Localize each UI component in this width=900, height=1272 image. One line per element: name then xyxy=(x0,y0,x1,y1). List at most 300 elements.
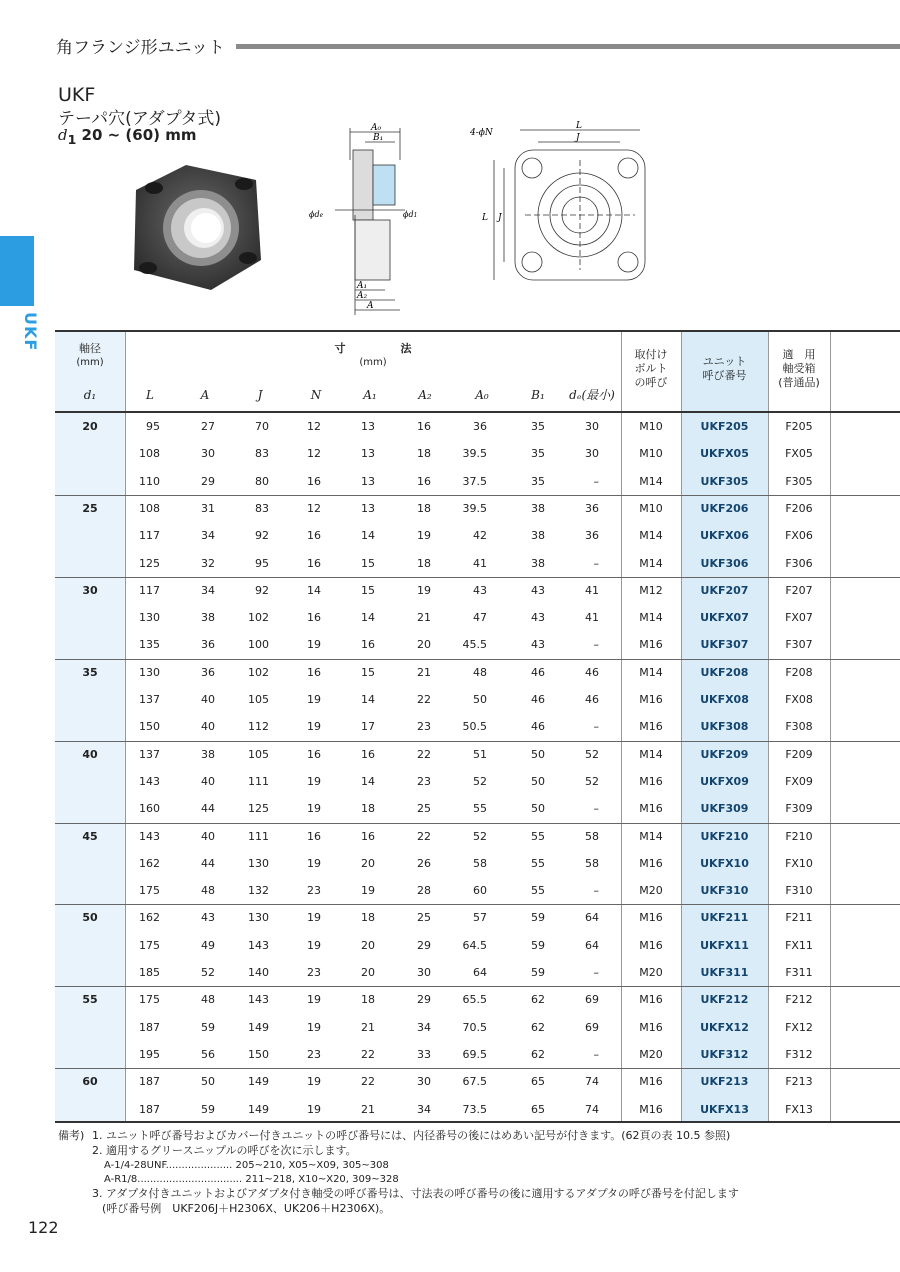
table-cell: 73.5 xyxy=(462,1102,487,1116)
table-cell: M14 xyxy=(639,829,663,843)
unit-number-cell: UKF212 xyxy=(700,993,749,1007)
range-symbol-sub: 1 xyxy=(67,132,77,147)
table-cell: 48 xyxy=(473,665,487,679)
label-B1: B₁ xyxy=(373,133,384,143)
table-cell: 19 xyxy=(307,638,321,652)
table-cell: 48 xyxy=(201,993,215,1007)
label-d1-sub: 1 xyxy=(413,212,418,219)
table-cell: M16 xyxy=(639,774,663,788)
table-cell: 56 xyxy=(201,1047,215,1061)
col-header: A₁ xyxy=(363,388,377,402)
page-number: 122 xyxy=(28,1218,59,1237)
table-cell: 59 xyxy=(531,911,545,925)
shaft-diameter-cell: 50 xyxy=(82,911,98,925)
table-cell: 65 xyxy=(531,1102,545,1116)
table-cell: 23 xyxy=(417,720,431,734)
page-header-title: 角フランジ形ユニット xyxy=(56,38,225,58)
table-cell: 21 xyxy=(417,611,431,625)
table-cell: 175 xyxy=(139,884,160,898)
table-row xyxy=(55,468,900,495)
table-cell: 62 xyxy=(531,993,545,1007)
table-cell: 143 xyxy=(139,829,160,843)
table-row xyxy=(55,659,900,686)
table-cell: 29 xyxy=(417,938,431,952)
header-shaft: 軸径 xyxy=(79,342,101,355)
table-cell: 48 xyxy=(201,884,215,898)
table-cell: 28 xyxy=(417,884,431,898)
table-cell: 43 xyxy=(473,583,487,597)
unit-number-cell: UKFX06 xyxy=(700,529,749,543)
table-cell: 14 xyxy=(307,583,321,597)
table-cell: 15 xyxy=(361,583,375,597)
table-row xyxy=(55,604,900,631)
table-cell: 14 xyxy=(361,611,375,625)
table-cell: 12 xyxy=(307,447,321,461)
table-cell: 30 xyxy=(585,420,599,433)
label-de xyxy=(309,210,324,219)
unit-number-cell: UKFX07 xyxy=(700,611,749,625)
table-cell: 149 xyxy=(248,1075,269,1089)
table-cell: 19 xyxy=(307,774,321,788)
table-cell: 19 xyxy=(307,1102,321,1116)
table-cell: 49 xyxy=(201,938,215,952)
table-cell: FX09 xyxy=(785,774,813,788)
table-cell: 137 xyxy=(139,747,160,761)
table-cell: 16 xyxy=(307,829,321,843)
label-N: 4-ϕN xyxy=(470,128,493,138)
table-cell: – xyxy=(593,884,599,898)
table-row xyxy=(55,440,900,467)
unit-number-cell: UKFX13 xyxy=(700,1102,749,1116)
unit-number-cell: UKF213 xyxy=(700,1075,749,1089)
table-cell: 38 xyxy=(201,747,215,761)
table-cell: M16 xyxy=(639,938,663,952)
table-cell: – xyxy=(593,638,599,652)
table-cell: 135 xyxy=(139,638,160,652)
col-header: dₑ(最小) xyxy=(569,388,615,402)
table-cell: – xyxy=(593,1047,599,1061)
table-row xyxy=(55,1096,900,1123)
table-cell: 36 xyxy=(585,501,599,515)
table-row xyxy=(55,1014,900,1041)
table-cell: 70.5 xyxy=(462,1020,487,1034)
table-cell: 22 xyxy=(361,1047,375,1061)
col-header: L xyxy=(146,388,154,402)
table-cell: 16 xyxy=(417,420,431,433)
label-L-side: L xyxy=(482,213,488,223)
header-d1: d₁ xyxy=(83,388,97,402)
table-cell: 74 xyxy=(585,1102,599,1116)
table-cell: 47 xyxy=(473,611,487,625)
table-cell: 43 xyxy=(531,638,545,652)
unit-number-cell: UKF306 xyxy=(700,556,749,570)
table-row xyxy=(55,495,900,522)
table-cell: 38 xyxy=(531,529,545,543)
table-cell: – xyxy=(593,720,599,734)
table-cell: 143 xyxy=(248,938,269,952)
table-cell: 16 xyxy=(361,829,375,843)
table-cell: 100 xyxy=(248,638,269,652)
table-cell: 50.5 xyxy=(462,720,487,734)
table-cell: 16 xyxy=(307,611,321,625)
note-3b: (呼び番号例 UKF206J＋H2306X、UK206＋H2306X)。 xyxy=(102,1202,391,1215)
table-cell: 52 xyxy=(473,774,487,788)
table-cell: 117 xyxy=(139,529,160,543)
table-cell: 55 xyxy=(473,802,487,816)
table-cell: 40 xyxy=(201,829,215,843)
table-cell: 149 xyxy=(248,1020,269,1034)
table-cell: 45.5 xyxy=(462,638,487,652)
label-d1-main: ϕd xyxy=(403,210,414,219)
table-cell: M14 xyxy=(639,665,663,679)
table-cell: 51 xyxy=(473,747,487,761)
label-A2: A₂ xyxy=(357,291,368,301)
header-rule xyxy=(236,44,900,49)
table-cell: 40 xyxy=(201,693,215,706)
table-cell: 92 xyxy=(255,583,269,597)
header-shaft-unit: (mm) xyxy=(76,357,104,368)
table-cell: 65.5 xyxy=(462,993,487,1007)
label-L-top: L xyxy=(576,121,582,131)
table-cell: 111 xyxy=(248,774,269,788)
table-cell: 108 xyxy=(139,501,160,515)
table-cell: F210 xyxy=(785,829,813,843)
table-cell: F208 xyxy=(785,665,813,679)
table-cell: 13 xyxy=(361,501,375,515)
table-row xyxy=(55,522,900,549)
table-cell: FX10 xyxy=(785,856,813,870)
table-cell: 64.5 xyxy=(462,938,487,952)
side-tab-label: UKF xyxy=(21,312,40,352)
unit-number-cell: UKFX10 xyxy=(700,856,749,870)
unit-number-cell: UKF206 xyxy=(700,501,749,515)
table-row xyxy=(55,986,900,1013)
table-cell: 150 xyxy=(139,720,160,734)
table-cell: 41 xyxy=(585,583,599,597)
table-cell: 130 xyxy=(139,611,160,625)
table-cell: 23 xyxy=(417,774,431,788)
table-cell: 34 xyxy=(417,1102,431,1116)
table-cell: 19 xyxy=(307,720,321,734)
table-cell: F211 xyxy=(785,911,813,925)
table-cell: 105 xyxy=(248,747,269,761)
table-cell: – xyxy=(593,802,599,816)
table-row xyxy=(55,932,900,959)
table-cell: 37.5 xyxy=(462,474,487,488)
table-cell: 12 xyxy=(307,420,321,433)
unit-number-cell: UKF312 xyxy=(700,1047,749,1061)
table-cell: 14 xyxy=(361,774,375,788)
table-cell: 20 xyxy=(361,966,375,979)
table-cell: 130 xyxy=(139,665,160,679)
unit-number-cell: UKFX11 xyxy=(700,938,749,952)
label-de-main: ϕd xyxy=(309,210,320,219)
table-cell: 21 xyxy=(417,665,431,679)
table-cell: – xyxy=(593,966,599,979)
table-cell: 36 xyxy=(201,665,215,679)
table-cell: 125 xyxy=(248,802,269,816)
table-cell: M10 xyxy=(639,447,663,461)
table-cell: 95 xyxy=(146,420,160,433)
table-cell: 19 xyxy=(307,1020,321,1034)
unit-number-cell: UKF210 xyxy=(700,829,749,843)
table-cell: 22 xyxy=(417,829,431,843)
table-cell: 150 xyxy=(248,1047,269,1061)
table-cell: 43 xyxy=(531,611,545,625)
table-cell: 16 xyxy=(307,747,321,761)
table-cell: M14 xyxy=(639,556,663,570)
unit-number-cell: UKF308 xyxy=(700,720,749,734)
table-cell: 50 xyxy=(531,774,545,788)
table-cell: 69 xyxy=(585,1020,599,1034)
table-cell: 59 xyxy=(201,1020,215,1034)
label-J-side: J xyxy=(498,213,502,223)
table-cell: 117 xyxy=(139,583,160,597)
table-cell: 15 xyxy=(361,665,375,679)
table-cell: M20 xyxy=(639,966,663,979)
table-cell: 40 xyxy=(201,720,215,734)
table-cell: 70 xyxy=(255,420,269,433)
table-cell: 22 xyxy=(417,747,431,761)
unit-number-cell: UKF309 xyxy=(700,802,749,816)
table-cell: 57 xyxy=(473,911,487,925)
label-de-sub: e xyxy=(319,212,324,219)
table-cell: 59 xyxy=(201,1102,215,1116)
table-cell: 52 xyxy=(473,829,487,843)
table-cell: 125 xyxy=(139,556,160,570)
notes-label: 備考) xyxy=(58,1129,85,1142)
table-cell: 26 xyxy=(417,856,431,870)
table-cell: 18 xyxy=(417,556,431,570)
table-cell: FX06 xyxy=(785,529,813,543)
table-cell: 46 xyxy=(585,693,599,706)
table-cell: M16 xyxy=(639,1075,663,1089)
col-header: A xyxy=(200,388,210,402)
table-cell: 43 xyxy=(201,911,215,925)
table-cell: 112 xyxy=(248,720,269,734)
table-cell: 69.5 xyxy=(462,1047,487,1061)
table-cell: 21 xyxy=(361,1020,375,1034)
table-cell: 13 xyxy=(361,447,375,461)
table-cell: 18 xyxy=(361,911,375,925)
unit-number-cell: UKFX09 xyxy=(700,774,749,788)
table-cell: – xyxy=(593,556,599,570)
table-cell: 50 xyxy=(201,1075,215,1089)
table-cell: M20 xyxy=(639,1047,663,1061)
product-photo xyxy=(126,150,266,300)
table-cell: 50 xyxy=(531,747,545,761)
unit-number-cell: UKF205 xyxy=(700,420,749,433)
table-cell: FX05 xyxy=(785,447,813,461)
table-cell: 130 xyxy=(248,856,269,870)
table-cell: 143 xyxy=(139,774,160,788)
table-cell: 160 xyxy=(139,802,160,816)
table-cell: 102 xyxy=(248,665,269,679)
table-cell: 92 xyxy=(255,529,269,543)
table-cell: 20 xyxy=(417,638,431,652)
table-cell: F309 xyxy=(785,802,813,816)
table-cell: F205 xyxy=(785,420,813,433)
table-cell: 38 xyxy=(531,501,545,515)
table-cell: 40 xyxy=(201,774,215,788)
table-cell: 18 xyxy=(361,993,375,1007)
unit-number-cell: UKF207 xyxy=(700,583,749,597)
table-row xyxy=(55,795,900,822)
table-cell: 59 xyxy=(531,966,545,979)
table-cell: 187 xyxy=(139,1075,160,1089)
table-cell: F312 xyxy=(785,1047,813,1061)
table-cell: 16 xyxy=(307,556,321,570)
bore-type: テーパ穴(アダプタ式) xyxy=(58,109,222,129)
col-header: A₂ xyxy=(418,388,432,402)
table-cell: 30 xyxy=(417,1075,431,1089)
table-cell: 108 xyxy=(139,447,160,461)
table-row xyxy=(55,877,900,904)
header-unit: ユニット 呼び番号 xyxy=(702,355,747,382)
table-row xyxy=(55,904,900,931)
table-cell: 13 xyxy=(361,474,375,488)
label-A0: A₀ xyxy=(371,123,382,133)
table-row xyxy=(55,550,900,577)
table-cell: 55 xyxy=(531,884,545,898)
table-cell: 22 xyxy=(417,693,431,706)
table-cell: 44 xyxy=(201,802,215,816)
table-cell: F207 xyxy=(785,583,813,597)
table-cell: 34 xyxy=(417,1020,431,1034)
table-cell: 55 xyxy=(531,829,545,843)
table-cell: 32 xyxy=(201,556,215,570)
unit-number-cell: UKFX05 xyxy=(700,447,749,461)
table-cell: 130 xyxy=(248,911,269,925)
table-cell: 23 xyxy=(307,966,321,979)
side-section-drawing xyxy=(305,120,435,320)
col-header: J xyxy=(257,388,263,402)
label-A: A xyxy=(367,301,374,311)
side-tab-marker xyxy=(0,236,34,306)
table-cell: M10 xyxy=(639,501,663,515)
table-cell: 41 xyxy=(585,611,599,625)
table-cell: 13 xyxy=(361,420,375,433)
table-cell: 187 xyxy=(139,1020,160,1034)
table-cell: 64 xyxy=(585,911,599,925)
table-cell: 30 xyxy=(585,447,599,461)
table-row xyxy=(55,850,900,877)
header-dims-unit: (mm) xyxy=(359,357,387,368)
table-cell: M14 xyxy=(639,747,663,761)
table-cell: 111 xyxy=(248,829,269,843)
unit-number-cell: UKF208 xyxy=(700,665,749,679)
table-row xyxy=(55,631,900,658)
table-cell: 29 xyxy=(201,474,215,488)
table-cell: 14 xyxy=(361,693,375,706)
table-cell: M12 xyxy=(639,583,663,597)
table-cell: 83 xyxy=(255,447,269,461)
table-cell: F308 xyxy=(785,720,813,734)
table-cell: 46 xyxy=(531,665,545,679)
note-2a: A-1/4-28UNF..................... 205~210, X05~X09, 305~308 xyxy=(104,1160,389,1171)
table-cell: 58 xyxy=(473,856,487,870)
table-cell: 52 xyxy=(585,747,599,761)
table-cell: F209 xyxy=(785,747,813,761)
table-cell: F306 xyxy=(785,556,813,570)
table-cell: 46 xyxy=(531,693,545,706)
table-cell: 132 xyxy=(248,884,269,898)
table-cell: 35 xyxy=(531,420,545,433)
table-cell: 110 xyxy=(139,474,160,488)
dimension-table xyxy=(55,330,900,1123)
table-cell: 83 xyxy=(255,501,269,515)
table-cell: – xyxy=(593,474,599,488)
table-row xyxy=(55,823,900,850)
table-row xyxy=(55,959,900,986)
shaft-diameter-cell: 25 xyxy=(82,501,98,515)
table-row xyxy=(55,741,900,768)
table-cell: 30 xyxy=(201,447,215,461)
table-cell: 23 xyxy=(307,1047,321,1061)
table-cell: F307 xyxy=(785,638,813,652)
table-cell: 19 xyxy=(307,856,321,870)
table-cell: 34 xyxy=(201,529,215,543)
col-header: A₀ xyxy=(475,388,489,402)
label-J-top: J xyxy=(576,133,580,143)
table-cell: M16 xyxy=(639,1102,663,1116)
unit-number-cell: UKF307 xyxy=(700,638,749,652)
table-cell: 35 xyxy=(531,474,545,488)
range-text: 20 ~ (60) mm xyxy=(81,126,197,144)
table-cell: 18 xyxy=(417,447,431,461)
table-cell: 20 xyxy=(361,938,375,952)
unit-number-cell: UKF311 xyxy=(700,966,749,979)
table-cell: F310 xyxy=(785,884,813,898)
table-cell: M10 xyxy=(639,420,663,433)
table-cell: 41 xyxy=(473,556,487,570)
table-cell: M14 xyxy=(639,611,663,625)
shaft-diameter-cell: 60 xyxy=(82,1075,98,1089)
table-cell: 20 xyxy=(361,856,375,870)
front-view-drawing xyxy=(470,120,670,300)
table-row xyxy=(55,413,900,440)
table-cell: 175 xyxy=(139,993,160,1007)
table-cell: FX12 xyxy=(785,1020,813,1034)
table-cell: 38 xyxy=(531,556,545,570)
shaft-diameter-cell: 35 xyxy=(82,665,98,679)
table-cell: F311 xyxy=(785,966,813,979)
table-cell: 25 xyxy=(417,911,431,925)
shaft-diameter-cell: 55 xyxy=(82,993,98,1007)
table-cell: 143 xyxy=(248,993,269,1007)
table-cell: 21 xyxy=(361,1102,375,1116)
table-cell: 16 xyxy=(361,747,375,761)
shaft-diameter-cell: 30 xyxy=(82,583,98,597)
table-cell: 175 xyxy=(139,938,160,952)
table-cell: 27 xyxy=(201,420,215,433)
table-cell: 22 xyxy=(361,1075,375,1089)
table-cell: M20 xyxy=(639,884,663,898)
table-cell: 29 xyxy=(417,993,431,1007)
table-cell: 58 xyxy=(585,856,599,870)
table-cell: 19 xyxy=(417,529,431,543)
table-cell: 46 xyxy=(531,720,545,734)
col-header: B₁ xyxy=(531,388,545,402)
table-row xyxy=(55,1068,900,1095)
table-cell: 19 xyxy=(307,802,321,816)
note-2: 2. 適用するグリースニップルの呼びを次に示します。 xyxy=(92,1144,357,1157)
table-cell: M16 xyxy=(639,638,663,652)
table-cell: 36 xyxy=(201,638,215,652)
header-dims: 寸 法 xyxy=(334,342,412,355)
note-2b: A-R1/8................................. 211~218, X10~X20, 309~328 xyxy=(104,1174,399,1185)
table-row xyxy=(55,713,900,740)
